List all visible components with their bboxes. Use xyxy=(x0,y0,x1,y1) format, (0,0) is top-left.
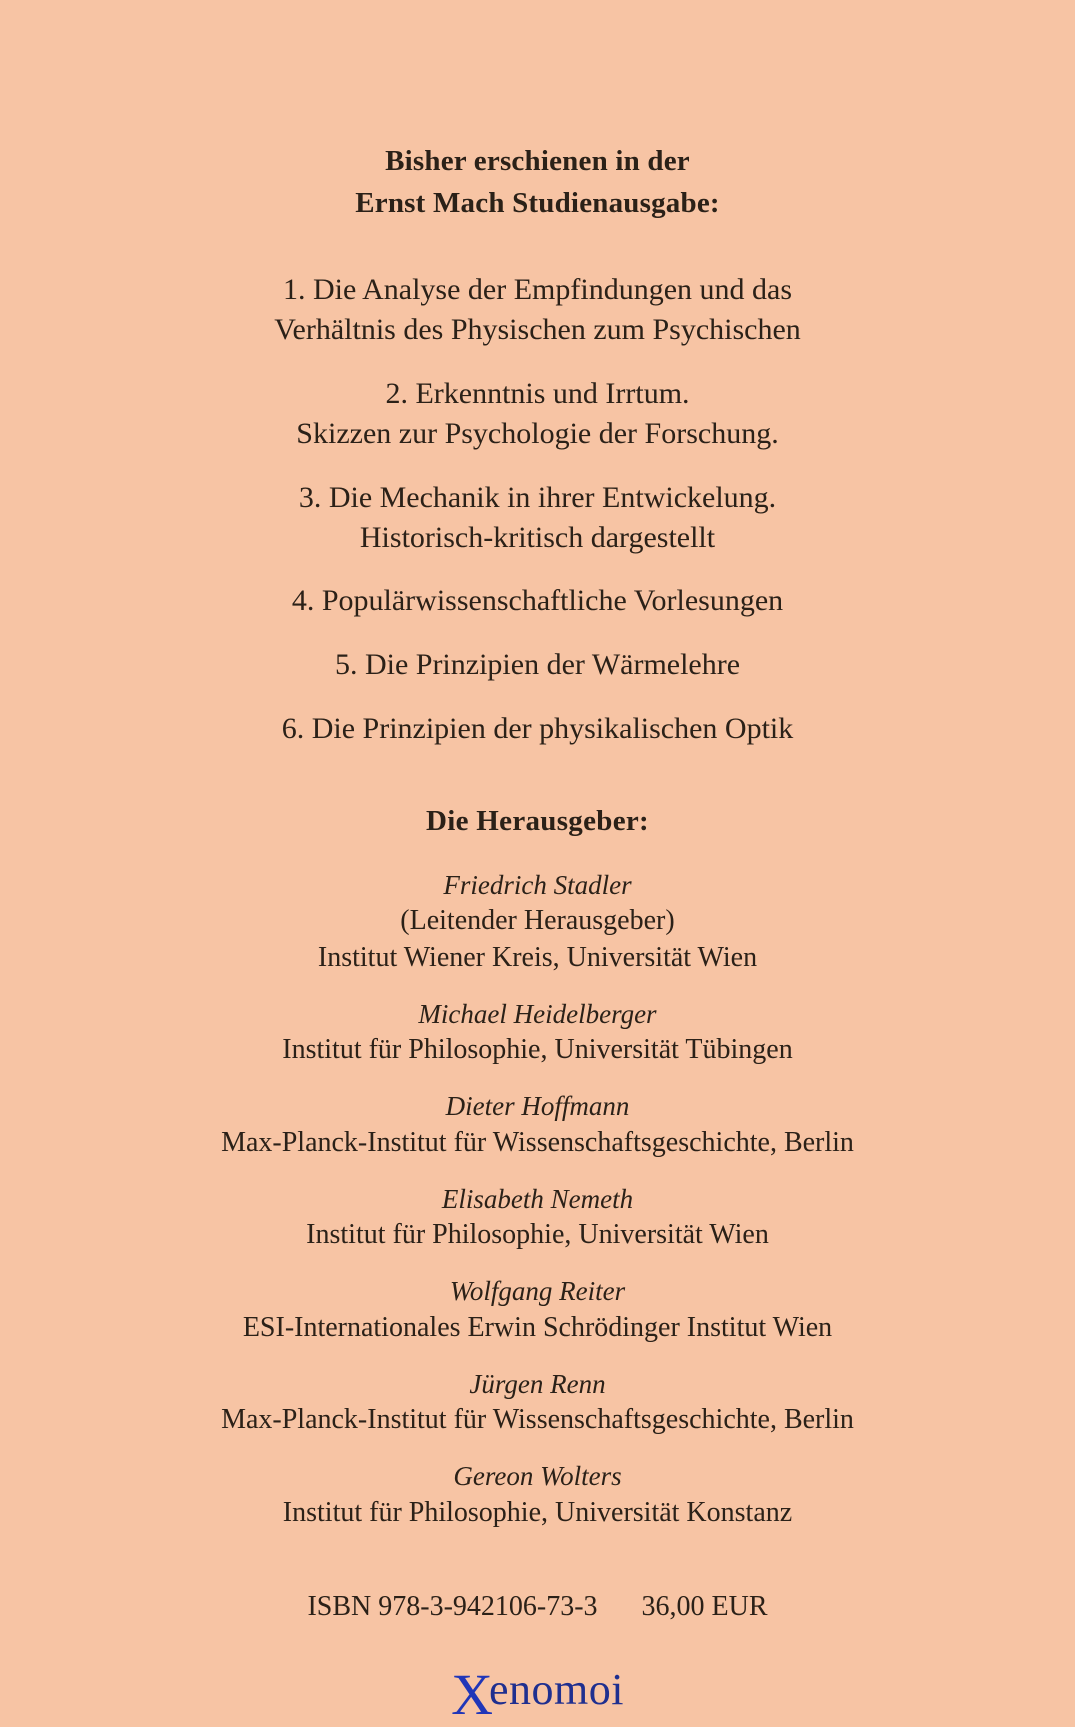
list-item xyxy=(306,1182,769,1253)
editor-name: Friedrich Stadler xyxy=(443,870,632,901)
editor-name: Michael Heidelberger xyxy=(418,998,657,1029)
series-item-line-1: 5. Die Prinzipien der Wärmelehre xyxy=(334,648,741,682)
series-item-line-1: 6. Die Prinzipien der physikalischen Optik xyxy=(281,712,794,746)
editor-affiliation: Institut Wiener Kreis, Universität Wien xyxy=(317,941,758,973)
series-item-line-2: Historisch-kritisch dargestellt xyxy=(359,520,716,554)
list-item xyxy=(221,1367,854,1438)
list-item xyxy=(282,709,794,749)
price: 36,00 EUR xyxy=(641,1590,768,1622)
list-item xyxy=(283,1459,792,1530)
editor-affiliation: Max-Planck-Institut für Wissenschaftsgeschichte, Berlin xyxy=(221,1404,854,1436)
series-list xyxy=(90,270,985,749)
editors-heading: Die Herausgeber: xyxy=(425,805,650,838)
series-item-line-1: 2. Erkenntnis und Irrtum. xyxy=(385,376,690,410)
series-item-line-2: Skizzen zur Psychologie der Forschung. xyxy=(296,416,779,450)
editor-affiliation: Institut für Philosophie, Universität Tübingen xyxy=(282,1034,793,1066)
list-item xyxy=(335,645,740,685)
publisher-logo xyxy=(451,1661,624,1727)
page-title-line-1: Bisher erschienen in der xyxy=(385,145,690,177)
publisher-name: enomoi xyxy=(488,1665,624,1715)
editor-affiliation: ESI-Internationales Erwin Schrödinger Institut Wien xyxy=(242,1311,833,1343)
logo-x-icon: X xyxy=(451,1661,493,1727)
series-item-line-1: 3. Die Mechanik in ihrer Entwickelung. xyxy=(298,480,777,514)
series-item-line-1: 4. Populärwissenschaftliche Vorlesungen xyxy=(291,584,784,618)
editor-affiliation: Max-Planck-Institut für Wissenschaftsgeschichte, Berlin xyxy=(221,1126,854,1158)
editor-name: Jürgen Renn xyxy=(469,1368,606,1399)
list-item xyxy=(274,270,801,350)
isbn-row xyxy=(307,1591,767,1623)
list-item xyxy=(299,478,776,558)
series-item-line-2: Verhältnis des Physischen zum Psychischen xyxy=(274,312,801,346)
list-item xyxy=(318,868,757,976)
list-item xyxy=(221,1089,854,1160)
editor-role: (Leitender Herausgeber) xyxy=(400,905,675,937)
editor-name: Wolfgang Reiter xyxy=(449,1276,626,1307)
editor-name: Elisabeth Nemeth xyxy=(441,1183,634,1214)
series-item-line-1: 1. Die Analyse der Empfindungen und das xyxy=(282,273,793,307)
editor-affiliation: Institut für Philosophie, Universität Wien xyxy=(306,1219,769,1251)
page-title-line-2: Ernst Mach Studienausgabe: xyxy=(355,187,720,220)
editor-name: Gereon Wolters xyxy=(453,1461,622,1492)
list-item xyxy=(296,374,778,454)
list-item xyxy=(243,1274,832,1345)
editors-list xyxy=(90,868,985,1531)
editor-affiliation: Institut für Philosophie, Universität Konstanz xyxy=(282,1496,793,1528)
isbn-number: ISBN 978-3-942106-73-3 xyxy=(307,1590,598,1622)
editor-name: Dieter Hoffmann xyxy=(445,1091,630,1122)
list-item xyxy=(292,581,783,621)
page-title xyxy=(355,140,720,224)
list-item xyxy=(282,997,792,1068)
